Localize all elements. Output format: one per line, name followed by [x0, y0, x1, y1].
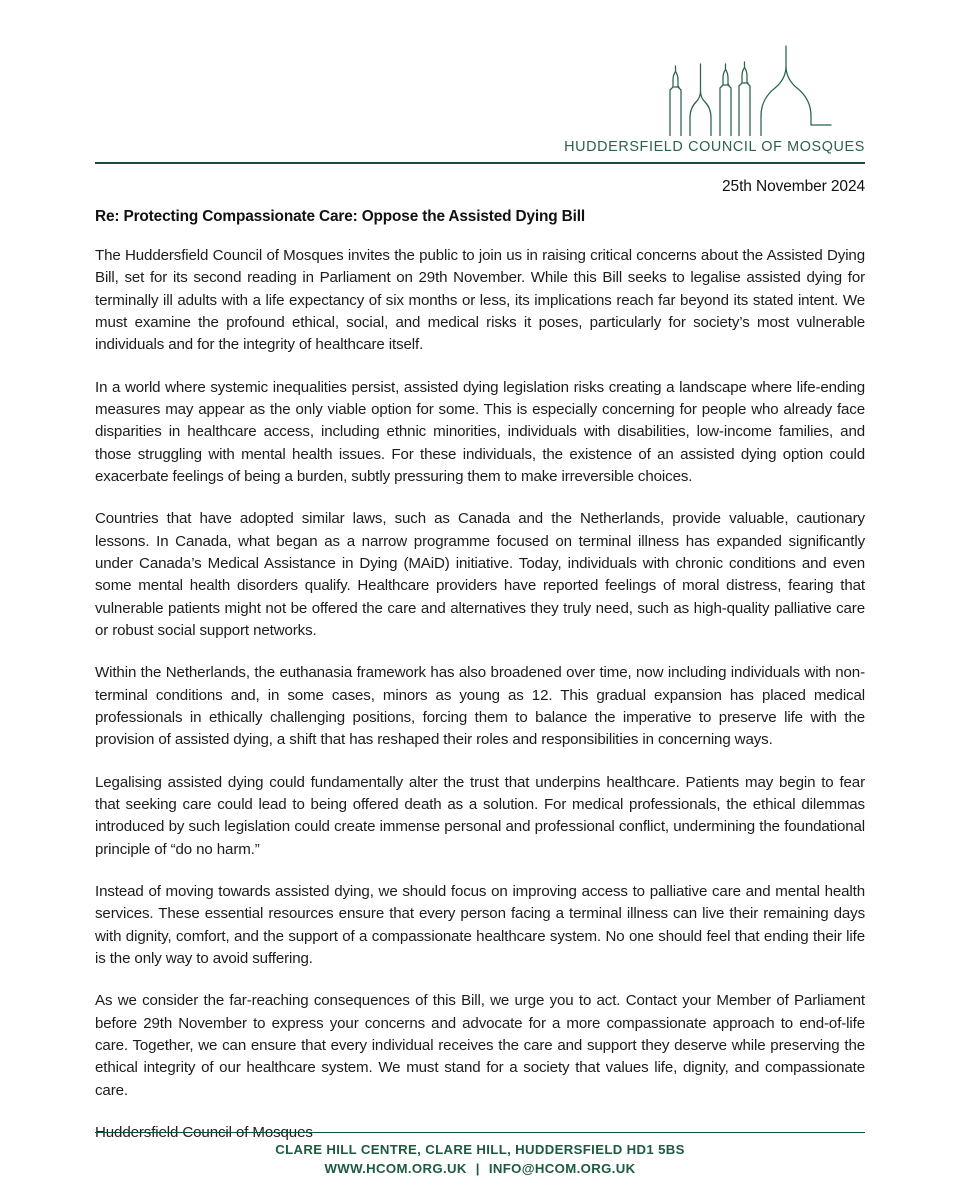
letter-signoff: Huddersfield Council of Mosques	[95, 1123, 313, 1141]
footer-email-link[interactable]: INFO@HCOM.ORG.UK	[488, 1161, 636, 1176]
organisation-wordmark: HUDDERSFIELD COUNCIL OF MOSQUES	[564, 139, 865, 155]
letter-paragraph: Instead of moving towards assisted dying, we should focus on improving access to palliative care and mental health services. These essential resources ensure that every person facing a terminal illness can live their remaining days with dignity, comfort, and the support of a compassionate healthcare system. No one should feel that ending their life is the only way to avoid suffering.	[95, 882, 865, 967]
letterhead	[95, 0, 865, 155]
letter-paragraph: Countries that have adopted similar laws, such as Canada and the Netherlands, provide valuable, cautionary lessons. In Canada, what began as a narrow programme focused on terminal illness has expanded significantly under Canada’s Medical Assistance in Dying (MAiD) initiative. Today, individuals with chronic conditions and even some mental health disorders qualify. Healthcare providers have reported feelings of moral distress, fearing that vulnerable patients might not be offered the care and alternatives they truly need, such as high-quality palliative care or robust social support networks.	[95, 510, 865, 639]
letter-paragraph: Within the Netherlands, the euthanasia framework has also broadened over time, now including individuals with non-terminal conditions and, in some cases, minors as young as 12. This gradual expansion has placed medical professionals in ethically challenging positions, forcing them to balance the imperative to preserve life with the provision of assisted dying, a shift that has reshaped their roles and responsibilities in concerning ways.	[95, 664, 865, 749]
footer-content	[95, 1142, 865, 1176]
letter-paragraph: Legalising assisted dying could fundamentally alter the trust that underpins healthcare. Patients may begin to fear that seeking care could lead to being offered death as a solution. For medical professionals, the ethical dilemmas introduced by such legislation could create immense personal and professional conflict, undermining the foundational principle of “do no harm.”	[95, 773, 865, 858]
letter-body	[95, 245, 865, 1144]
footer-divider	[95, 1132, 865, 1133]
letter-subject: Re: Protecting Compassionate Care: Oppose the Assisted Dying Bill	[95, 208, 585, 225]
header-divider	[95, 162, 865, 164]
footer-website-link[interactable]: WWW.HCOM.ORG.UK	[324, 1161, 467, 1176]
letter-date: 25th November 2024	[722, 178, 865, 195]
footer-address: CLARE HILL CENTRE, CLARE HILL, HUDDERSFIELD HD1 5BS	[275, 1142, 685, 1157]
letter-paragraph: The Huddersfield Council of Mosques invites the public to join us in raising critical concerns about the Assisted Dying Bill, set for its second reading in Parliament on 29th November. While this Bill seeks to legalise assisted dying for terminally ill adults with a life expectancy of six months or less, its implications reach far beyond its stated intent. We must examine the profound ethical, social, and medical risks it poses, particularly for society’s most vulnerable individuals and for the integrity of healthcare itself.	[95, 247, 865, 354]
letter-paragraph: As we consider the far-reaching consequences of this Bill, we urge you to act. Contact your Member of Parliament before 29th November to express your concerns and advocate for a more compassionate approach to end-of-life care. Together, we can ensure that every individual receives the care and support they deserve while preserving the ethical integrity of our healthcare system. We must stand for a society that values life, dignity, and compassionate care.	[95, 992, 865, 1099]
footer-contact-line	[95, 1161, 865, 1176]
footer-separator: |	[475, 1161, 480, 1176]
brand-lockup	[564, 44, 865, 155]
mosque-silhouette-icon	[653, 44, 865, 136]
letter-paragraph: In a world where systemic inequalities persist, assisted dying legislation risks creating a landscape where life-ending measures may appear as the only viable option for some. This is especially concerning for people who already face disparities in healthcare access, including ethnic minorities, individuals with disabilities, low-income families, and those struggling with mental health issues. For these individuals, the existence of an assisted dying option could exacerbate feelings of being a burden, subtly pressuring them to make irreversible choices.	[95, 378, 865, 485]
page-footer	[95, 1124, 865, 1176]
